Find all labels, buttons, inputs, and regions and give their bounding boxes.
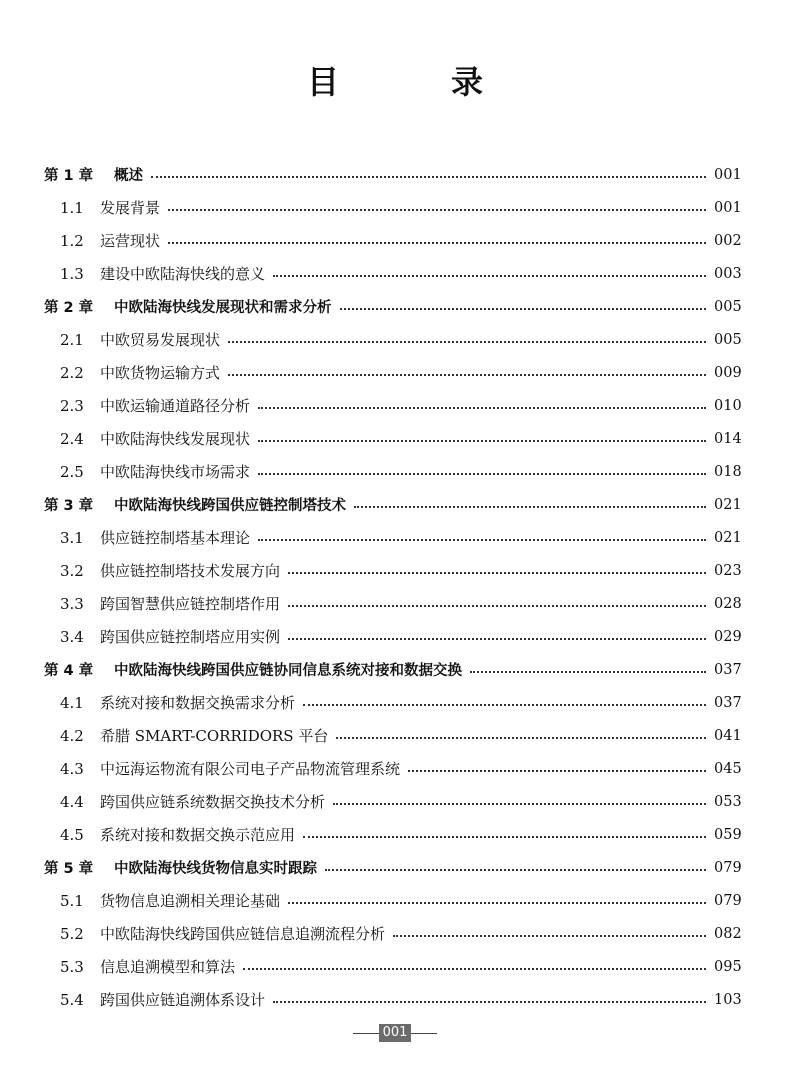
toc-section-row[interactable] (44, 356, 740, 389)
toc-dot-leader (303, 704, 706, 706)
toc-entry-title: 中欧运输通道路径分析 (100, 397, 251, 415)
toc-chapter-row[interactable] (44, 851, 740, 884)
toc-entry-number: 3.2 (60, 561, 84, 580)
toc-section-row[interactable] (44, 620, 740, 653)
toc-entry-title: 货物信息追溯相关理论基础 (100, 892, 281, 910)
toc-dot-leader (168, 242, 706, 244)
toc-entry-title: 希腊 SMART-CORRIDORS 平台 (100, 727, 329, 745)
toc-entry-title: 发展背景 (100, 199, 161, 217)
toc-entry-title: 中欧陆海快线跨国供应链控制塔技术 (114, 498, 346, 514)
toc-dot-leader (168, 209, 706, 211)
toc-entry-title: 跨国智慧供应链控制塔作用 (100, 595, 281, 613)
toc-entry-number: 4.2 (60, 726, 84, 745)
toc-entry-page: 001 (714, 166, 742, 183)
toc-entry-page: 079 (714, 859, 742, 876)
footer-rule-right (411, 1033, 437, 1034)
toc-dot-leader (393, 935, 706, 937)
toc-entry-number: 5.2 (60, 924, 84, 943)
toc-entry-title: 中远海运物流有限公司电子产品物流管理系统 (100, 760, 401, 778)
toc-dot-leader (243, 968, 706, 970)
toc-dot-leader (288, 605, 706, 607)
toc-entry-title: 系统对接和数据交换示范应用 (100, 826, 296, 844)
toc-entry-number: 第 1 章 (44, 168, 94, 184)
toc-entry-page: 002 (714, 232, 742, 249)
toc-dot-leader (325, 869, 706, 871)
toc-entry-title: 中欧陆海快线货物信息实时跟踪 (114, 861, 317, 877)
toc-entry-number: 第 4 章 (44, 663, 94, 679)
toc-section-row[interactable] (44, 422, 740, 455)
toc-entry-page: 003 (714, 265, 742, 282)
toc-section-row[interactable] (44, 686, 740, 719)
toc-dot-leader (151, 176, 706, 178)
toc-entry-title: 系统对接和数据交换需求分析 (100, 694, 296, 712)
toc-entry-page: 053 (714, 793, 742, 810)
toc-section-row[interactable] (44, 983, 740, 1016)
toc-entry-title: 供应链控制塔技术发展方向 (100, 562, 281, 580)
toc-dot-leader (333, 803, 706, 805)
toc-chapter-row[interactable] (44, 488, 740, 521)
toc-section-row[interactable] (44, 389, 740, 422)
toc-entry-page: 021 (714, 529, 742, 546)
toc-entry-page: 018 (714, 463, 742, 480)
toc-dot-leader (258, 539, 706, 541)
toc-dot-leader (258, 440, 706, 442)
toc-chapter-row[interactable] (44, 290, 740, 323)
toc-dot-leader (470, 671, 706, 673)
toc-entry-page: 001 (714, 199, 742, 216)
toc-entry-number: 2.4 (60, 429, 84, 448)
toc-entry-title: 跨国供应链系统数据交换技术分析 (100, 793, 326, 811)
toc-entry-number: 3.4 (60, 627, 84, 646)
toc-entry-number: 4.3 (60, 759, 84, 778)
toc-entry-title: 中欧陆海快线发展现状 (100, 430, 251, 448)
toc-section-row[interactable] (44, 554, 740, 587)
toc-dot-leader (228, 374, 706, 376)
toc-entry-page: 010 (714, 397, 742, 414)
toc-dot-leader (258, 407, 706, 409)
footer-rule-left (353, 1033, 379, 1034)
page-footer (0, 1024, 790, 1042)
toc-entry-page: 029 (714, 628, 742, 645)
toc-section-row[interactable] (44, 884, 740, 917)
toc-dot-leader (340, 308, 707, 310)
toc-dot-leader (408, 770, 706, 772)
toc-entry-title: 中欧陆海快线市场需求 (100, 463, 251, 481)
toc-section-row[interactable] (44, 950, 740, 983)
toc-dot-leader (273, 1001, 706, 1003)
toc-section-row[interactable] (44, 587, 740, 620)
toc-entry-page: 103 (714, 991, 742, 1008)
toc-section-row[interactable] (44, 785, 740, 818)
toc-entry-number: 5.4 (60, 990, 84, 1009)
toc-dot-leader (336, 737, 706, 739)
toc-entry-number: 2.5 (60, 462, 84, 481)
toc-dot-leader (288, 902, 706, 904)
toc-entry-number: 4.1 (60, 693, 84, 712)
toc-section-row[interactable] (44, 323, 740, 356)
toc-section-row[interactable] (44, 521, 740, 554)
toc-entry-title: 中欧陆海快线跨国供应链信息追溯流程分析 (100, 925, 386, 943)
toc-section-row[interactable] (44, 719, 740, 752)
toc-entry-number: 第 3 章 (44, 498, 94, 514)
toc-dot-leader (228, 341, 706, 343)
toc-section-row[interactable] (44, 257, 740, 290)
toc-entry-number: 4.5 (60, 825, 84, 844)
toc-entry-title: 中欧贸易发展现状 (100, 331, 221, 349)
toc-section-row[interactable] (44, 455, 740, 488)
toc-entry-number: 3.1 (60, 528, 84, 547)
toc-dot-leader (273, 275, 706, 277)
toc-entry-number: 5.1 (60, 891, 84, 910)
toc-entry-page: 037 (714, 694, 742, 711)
toc-entry-number: 1.1 (60, 198, 84, 217)
toc-dot-leader (258, 473, 706, 475)
toc-entry-number: 第 5 章 (44, 861, 94, 877)
toc-entry-number: 2.2 (60, 363, 84, 382)
toc-entry-page: 037 (714, 661, 742, 678)
toc-section-row[interactable] (44, 224, 740, 257)
toc-entry-page: 014 (714, 430, 742, 447)
toc-entry-page: 079 (714, 892, 742, 909)
toc-section-row[interactable] (44, 752, 740, 785)
toc-entry-number: 5.3 (60, 957, 84, 976)
toc-entry-page: 041 (714, 727, 742, 744)
table-of-contents (44, 158, 740, 1016)
toc-entry-page: 045 (714, 760, 742, 777)
toc-entry-page: 095 (714, 958, 742, 975)
toc-entry-page: 059 (714, 826, 742, 843)
toc-entry-page: 005 (714, 331, 742, 348)
page-number: 001 (379, 1024, 412, 1042)
toc-entry-page: 021 (714, 496, 742, 513)
toc-entry-page: 028 (714, 595, 742, 612)
toc-section-row[interactable] (44, 917, 740, 950)
toc-entry-title: 信息追溯模型和算法 (100, 958, 236, 976)
toc-entry-number: 2.3 (60, 396, 84, 415)
toc-entry-title: 建设中欧陆海快线的意义 (100, 265, 266, 283)
toc-dot-leader (288, 572, 706, 574)
toc-entry-page: 005 (714, 298, 742, 315)
toc-chapter-row[interactable] (44, 653, 740, 686)
toc-chapter-row[interactable] (44, 158, 740, 191)
toc-entry-page: 082 (714, 925, 742, 942)
toc-entry-number: 1.2 (60, 231, 84, 250)
toc-entry-title: 中欧货物运输方式 (100, 364, 221, 382)
toc-entry-title: 跨国供应链控制塔应用实例 (100, 628, 281, 646)
toc-entry-title: 运营现状 (100, 232, 161, 250)
toc-entry-title: 中欧陆海快线跨国供应链协同信息系统对接和数据交换 (114, 663, 462, 679)
toc-entry-number: 3.3 (60, 594, 84, 613)
toc-section-row[interactable] (44, 818, 740, 851)
toc-dot-leader (354, 506, 706, 508)
page-title: 目 录 (306, 63, 523, 101)
toc-entry-title: 跨国供应链追溯体系设计 (100, 991, 266, 1009)
toc-entry-number: 1.3 (60, 264, 84, 283)
toc-entry-title: 供应链控制塔基本理论 (100, 529, 251, 547)
toc-dot-leader (288, 638, 706, 640)
toc-section-row[interactable] (44, 191, 740, 224)
toc-entry-number: 2.1 (60, 330, 84, 349)
toc-entry-title: 中欧陆海快线发展现状和需求分析 (114, 300, 332, 316)
toc-entry-number: 4.4 (60, 792, 84, 811)
toc-entry-title: 概述 (114, 168, 143, 184)
toc-entry-page: 023 (714, 562, 742, 579)
toc-entry-number: 第 2 章 (44, 300, 94, 316)
toc-dot-leader (303, 836, 706, 838)
toc-entry-page: 009 (714, 364, 742, 381)
